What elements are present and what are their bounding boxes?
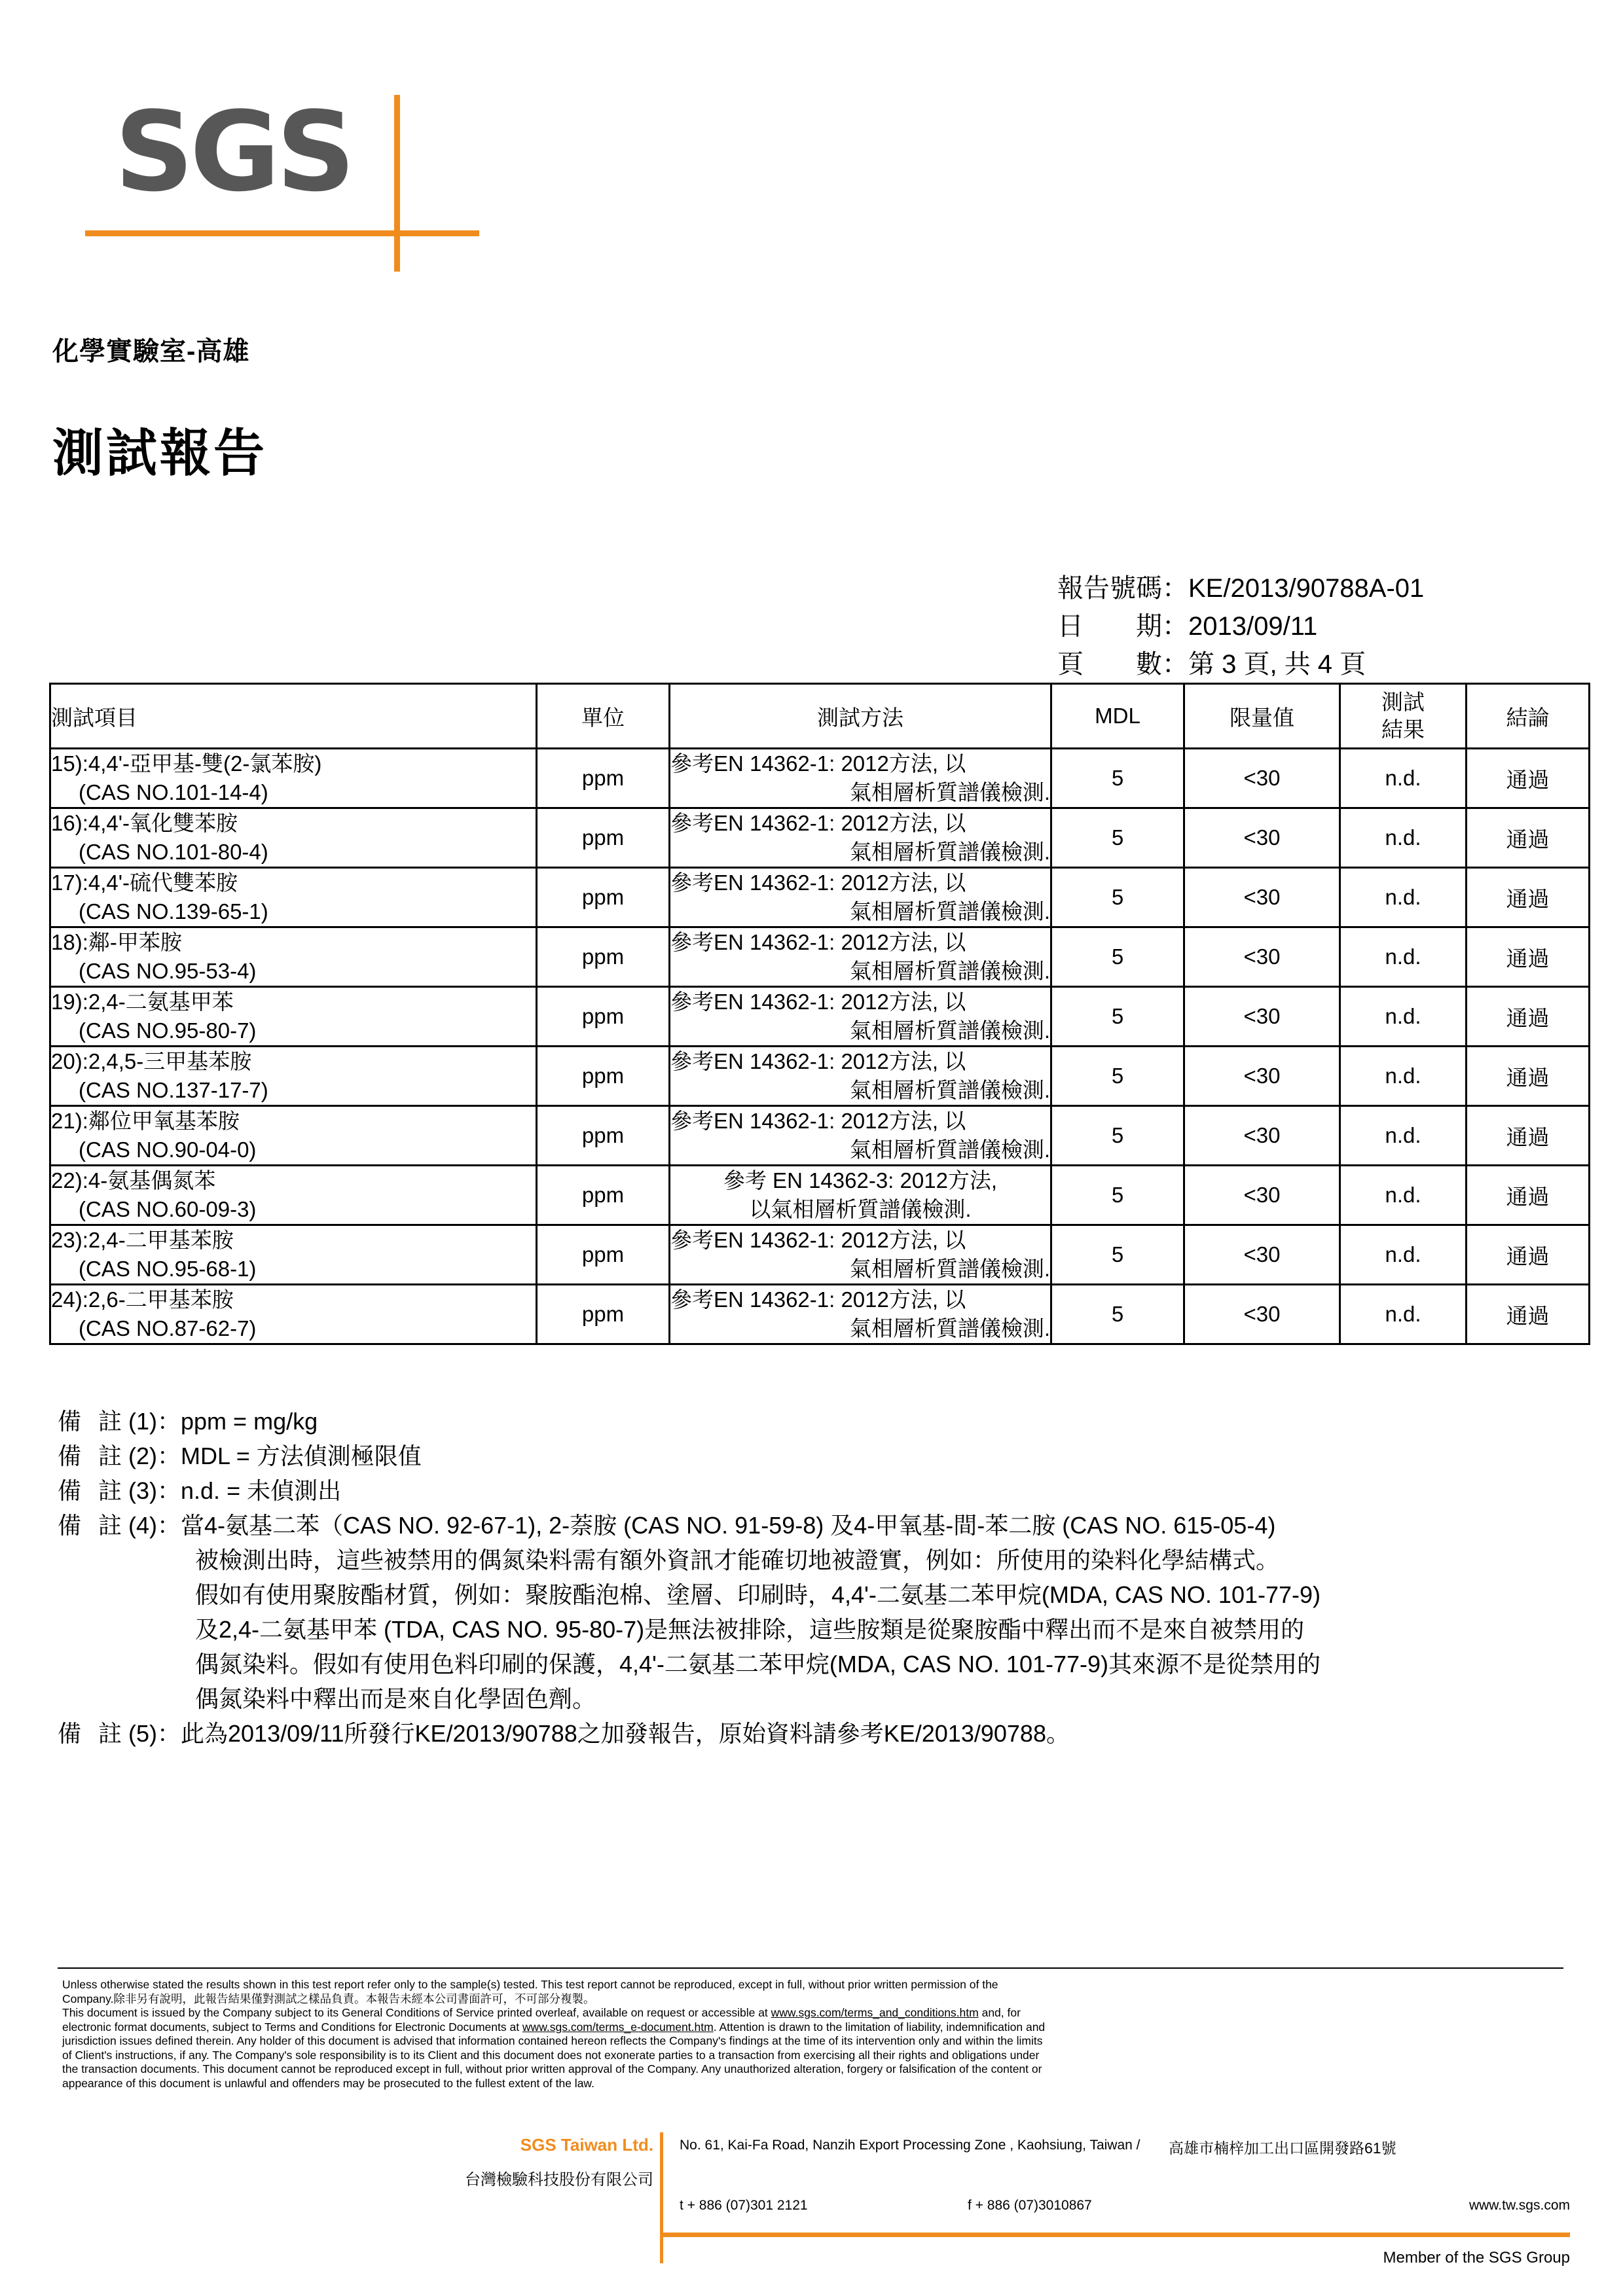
cell-mdl: 5 [1051,987,1184,1047]
cell-conclusion: 通過 [1467,1106,1590,1166]
cell-unit: ppm [537,927,670,987]
cell-conclusion: 通過 [1467,987,1590,1047]
legal-2-a: This document is issued by the Company subject to its General Conditions of Service printed overleaf, available on request or accessible at [62,2006,771,2019]
legal-paragraph-7: appearance of this document is unlawful and offenders may be prosecuted to the fullest extent of the law. [62,2076,594,2090]
cell-limit-value: <30 [1184,1166,1340,1225]
cell-test-result: n.d. [1340,1047,1467,1106]
remark-4-line5: 偶氮染料。假如有使用色料印刷的保護，4,4'-二氨基二苯甲烷(MDA, CAS NO. 101-77-9)其來源不是從禁用的 [195,1651,1321,1677]
remark-prefix-1: 備 [58,1408,99,1435]
footer-contact-block [386,2132,1571,2276]
cell-unit: ppm [537,749,670,808]
report-meta [1057,569,1424,683]
column-header-method: 測試方法 [670,684,1051,749]
table-row [50,1047,1590,1106]
cell-test-result: n.d. [1340,1285,1467,1344]
cell-mdl: 5 [1051,1285,1184,1344]
remark-prefix-5: 備 [58,1720,99,1747]
chemical-name: 16):4,4'-氧化雙苯胺 [51,811,238,835]
column-header-mdl: MDL [1051,684,1184,749]
method-line-2: 氣相層析質譜儀檢測. [849,1078,1050,1102]
cell-conclusion: 通過 [1467,749,1590,808]
cell-conclusion: 通過 [1467,1166,1590,1225]
remark-5-text: 註 (5)：此為2013/09/11所發行KE/2013/90788之加發報告，原始資料請參考KE/2013/90788。 [98,1720,1070,1747]
table-row [50,868,1590,927]
cell-test-item [50,1285,537,1344]
cell-test-item [50,868,537,927]
remark-prefix-3: 備 [58,1477,99,1504]
address-en: No. 61, Kai-Fa Road, Nanzih Export Processing Zone , Kaohsiung, Taiwan / [680,2138,1140,2153]
remark-2 [58,1439,1583,1473]
legal-2-b: and, for [978,2006,1021,2019]
method-line-1: 參考EN 14362-1: 2012方法, 以 [670,990,966,1014]
column-header-result-line2: 結果 [1381,717,1425,742]
logo-horizontal-rule [85,230,479,236]
method-line-2: 氣相層析質譜儀檢測. [849,899,1050,924]
cell-mdl: 5 [1051,1166,1184,1225]
meta-date-label: 日 期 [1057,612,1162,641]
chemical-name: 18):鄰-甲苯胺 [51,930,182,954]
table-row [50,987,1590,1047]
legal-paragraph-1 [62,1978,1568,1992]
e-document-terms-link[interactable]: www.sgs.com/terms_e-document.htm [522,2020,714,2034]
cell-unit: ppm [537,1047,670,1106]
cas-number: (CAS NO.87-62-7) [79,1316,257,1340]
cell-mdl: 5 [1051,808,1184,868]
table-body [50,749,1590,1344]
cell-limit-value: <30 [1184,1285,1340,1344]
member-of-sgs-group: Member of the SGS Group [1383,2249,1570,2267]
column-header-item: 測試項目 [50,684,537,749]
method-line-2: 氣相層析質譜儀檢測. [849,1316,1050,1340]
method-line-1: 參考EN 14362-1: 2012方法, 以 [670,930,966,954]
cell-limit-value: <30 [1184,987,1340,1047]
cell-unit: ppm [537,808,670,868]
table-row [50,1225,1590,1285]
cell-conclusion: 通過 [1467,1285,1590,1344]
legal-1-zh: Company.除非另有說明，此報告結果僅對測試之樣品負責。本報告未經本公司書面許可，不可部分複製。 [62,1992,595,2005]
meta-date-row [1057,607,1424,645]
meta-report-number-label: 報告號碼 [1057,574,1162,603]
legal-paragraph-6: the transaction documents. This document cannot be reproduced except in full, without prior written approval of the Company. Any unauthorized alteration, forgery or falsification of the content or [62,2062,1042,2075]
cell-test-item [50,1106,537,1166]
method-line-1: 參考 EN 14362-3: 2012方法, [723,1168,998,1193]
cell-unit: ppm [537,1285,670,1344]
remark-4-line3: 假如有使用聚胺酯材質，例如：聚胺酯泡棉、塗層、印刷時，4,4'-二氨基二苯甲烷(MDA, CAS NO. 101-77-9) [195,1581,1321,1608]
table-row [50,808,1590,868]
remark-4-line2: 被檢測出時，這些被禁用的偶氮染料需有額外資訊才能確切地被證實，例如：所使用的染料化學結構式。 [195,1547,1280,1573]
cell-test-method [670,868,1051,927]
cell-test-method [670,1106,1051,1166]
legal-paragraph-1b [62,1992,1568,2007]
footer-divider [58,1967,1563,1969]
cas-number: (CAS NO.95-53-4) [79,959,257,983]
cell-limit-value: <30 [1184,1106,1340,1166]
method-line-1: 參考EN 14362-1: 2012方法, 以 [670,1287,966,1312]
meta-separator-2: ： [1162,612,1188,641]
meta-page-label: 頁 數 [1057,650,1162,679]
terms-and-conditions-link[interactable]: www.sgs.com/terms_and_conditions.htm [771,2006,979,2019]
footer-legal-text [62,1978,1568,2090]
remark-1-text: 註 (1)：ppm = mg/kg [98,1408,318,1435]
remark-4-line6: 偶氮染料中釋出而是來自化學固色劑。 [195,1685,596,1712]
laboratory-name: 化學實驗室-高雄 [52,337,250,366]
table-row [50,1285,1590,1344]
cell-test-method [670,987,1051,1047]
cell-test-method [670,808,1051,868]
cell-test-result: n.d. [1340,1225,1467,1285]
chemical-name: 17):4,4'-硫代雙苯胺 [51,870,238,895]
method-line-1: 參考EN 14362-1: 2012方法, 以 [670,1049,966,1073]
cell-test-result: n.d. [1340,927,1467,987]
table-row [50,927,1590,987]
meta-report-number-value: KE/2013/90788A-01 [1188,574,1425,603]
remark-2-text: 註 (2)：MDL = 方法偵測極限值 [98,1443,422,1469]
cell-test-result: n.d. [1340,868,1467,927]
cell-test-method [670,1166,1051,1225]
method-line-1: 參考EN 14362-1: 2012方法, 以 [670,1228,966,1252]
cell-test-item [50,1047,537,1106]
cell-test-method [670,1225,1051,1285]
method-line-1: 參考EN 14362-1: 2012方法, 以 [670,870,966,895]
remark-prefix-2: 備 [58,1443,99,1469]
test-results-table [49,683,1590,1345]
cas-number: (CAS NO.90-04-0) [79,1138,257,1162]
cell-limit-value: <30 [1184,1225,1340,1285]
legal-1-en: Unless otherwise stated the results shown in this test report refer only to the sample(s) tested. This test report cannot be reproduced, except in full, without prior written permission of the [62,1978,998,1991]
cell-unit: ppm [537,1225,670,1285]
meta-page-value: 第 3 頁, 共 4 頁 [1188,650,1366,679]
cell-test-item [50,1166,537,1225]
cell-conclusion: 通過 [1467,1047,1590,1106]
remark-4 [58,1508,1583,1543]
column-header-result [1340,684,1467,749]
cell-limit-value: <30 [1184,1047,1340,1106]
meta-report-number-row [1057,569,1424,607]
chemical-name: 19):2,4-二氨基甲苯 [51,990,234,1014]
legal-paragraph-3 [62,2020,1568,2035]
table-row [50,749,1590,808]
chemical-name: 15):4,4'-亞甲基-雙(2-氯苯胺) [51,751,322,776]
table-row [50,1106,1590,1166]
cell-test-result: n.d. [1340,749,1467,808]
table-header [50,684,1590,749]
cell-test-result: n.d. [1340,1106,1467,1166]
cell-conclusion: 通過 [1467,868,1590,927]
chemical-name: 22):4-氨基偶氮苯 [51,1168,216,1193]
chemical-name: 21):鄰位甲氧基苯胺 [51,1109,240,1133]
cell-unit: ppm [537,868,670,927]
cell-conclusion: 通過 [1467,808,1590,868]
address-zh: 高雄市楠梓加工出口區開發路61號 [1169,2140,1396,2157]
cell-limit-value: <30 [1184,868,1340,927]
cell-unit: ppm [537,1106,670,1166]
remark-3 [58,1473,1583,1508]
method-line-2: 氣相層析質譜儀檢測. [849,1257,1050,1281]
cell-limit-value: <30 [1184,749,1340,808]
company-name-en: SGS Taiwan Ltd. [520,2135,653,2155]
table-header-row [50,684,1590,749]
meta-separator-3: ： [1162,650,1188,679]
column-header-conclusion: 結論 [1467,684,1590,749]
method-line-2: 氣相層析質譜儀檢測. [849,840,1050,864]
cell-test-method [670,1285,1051,1344]
meta-separator-1: ： [1162,574,1188,603]
column-header-unit: 單位 [537,684,670,749]
legal-paragraph-4: jurisdiction issues defined therein. Any holder of this document is advised that information contained hereon reflects the Company's findings at the time of its intervention only and within the limits [62,2034,1043,2047]
cell-mdl: 5 [1051,1106,1184,1166]
method-line-2: 氣相層析質譜儀檢測. [849,959,1050,983]
remark-5 [58,1716,1583,1751]
cas-number: (CAS NO.101-80-4) [79,840,268,864]
cell-mdl: 5 [1051,927,1184,987]
method-line-2: 氣相層析質譜儀檢測. [849,780,1050,804]
meta-date-value: 2013/09/11 [1188,612,1318,641]
legal-3-a: electronic format documents, subject to Terms and Conditions for Electronic Documents at [62,2020,522,2034]
remark-3-text: 註 (3)：n.d. = 未偵測出 [98,1477,342,1504]
cell-test-method [670,1047,1051,1106]
remarks-section [58,1404,1583,1751]
table-row [50,1166,1590,1225]
cell-unit: ppm [537,987,670,1047]
remark-4-line1: 註 (4)：當4-氨基二苯（CAS NO. 92-67-1), 2-萘胺 (CAS NO. 91-59-8) 及4-甲氧基-間-苯二胺 (CAS NO. 615-05-4) [98,1512,1276,1539]
remark-prefix-4: 備 [58,1512,99,1539]
cell-test-method [670,927,1051,987]
cell-test-item [50,987,537,1047]
method-line-1: 參考EN 14362-1: 2012方法, 以 [670,811,966,835]
chemical-name: 23):2,4-二甲基苯胺 [51,1228,234,1252]
contact-vertical-rule [660,2132,663,2263]
method-line-2: 以氣相層析質譜儀檢測. [749,1197,972,1221]
cell-mdl: 5 [1051,1047,1184,1106]
sgs-logo [115,79,481,268]
cell-limit-value: <30 [1184,927,1340,987]
cell-test-item [50,808,537,868]
cell-test-result: n.d. [1340,808,1467,868]
cas-number: (CAS NO.101-14-4) [79,780,268,804]
method-line-1: 參考EN 14362-1: 2012方法, 以 [670,1109,966,1133]
meta-page-row [1057,645,1424,683]
legal-paragraph-5: of Client's instructions, if any. The Company's sole responsibility is to its Client and this document does not exonerate parties to a transaction from exercising all their rights and obligations under [62,2048,1040,2062]
page-title: 測試報告 [52,424,268,482]
fax-number: f + 886 (07)3010867 [968,2198,1092,2213]
column-header-limit: 限量值 [1184,684,1340,749]
cell-conclusion: 通過 [1467,927,1590,987]
cas-number: (CAS NO.95-68-1) [79,1257,257,1281]
logo-wordmark: SGS [115,88,352,216]
cell-test-item [50,927,537,987]
cell-limit-value: <30 [1184,808,1340,868]
cell-mdl: 5 [1051,749,1184,808]
cell-test-method [670,749,1051,808]
column-header-result-line1: 測試 [1381,690,1425,714]
cas-number: (CAS NO.139-65-1) [79,899,268,924]
remark-1 [58,1404,1583,1439]
method-line-1: 參考EN 14362-1: 2012方法, 以 [670,751,966,776]
cell-mdl: 5 [1051,868,1184,927]
cell-unit: ppm [537,1166,670,1225]
contact-horizontal-rule [660,2233,1570,2237]
logo-vertical-rule [394,95,400,272]
telephone: t + 886 (07)301 2121 [680,2198,808,2213]
legal-paragraph-2 [62,2006,1568,2020]
chemical-name: 20):2,4,5-三甲基苯胺 [51,1049,252,1073]
cell-mdl: 5 [1051,1225,1184,1285]
cell-test-result: n.d. [1340,1166,1467,1225]
cell-test-item [50,749,537,808]
legal-3-b: . Attention is drawn to the limitation of liability, indemnification and [713,2020,1046,2034]
website-link[interactable]: www.tw.sgs.com [1468,2198,1570,2213]
method-line-2: 氣相層析質譜儀檢測. [849,1138,1050,1162]
chemical-name: 24):2,6-二甲基苯胺 [51,1287,234,1312]
cell-test-result: n.d. [1340,987,1467,1047]
method-line-2: 氣相層析質譜儀檢測. [849,1018,1050,1043]
remark-4-line4: 及2,4-二氨基甲苯 (TDA, CAS NO. 95-80-7)是無法被排除，這些胺類是從聚胺酯中釋出而不是來自被禁用的 [195,1616,1305,1643]
cas-number: (CAS NO.60-09-3) [79,1197,257,1221]
cas-number: (CAS NO.95-80-7) [79,1018,257,1043]
cas-number: (CAS NO.137-17-7) [79,1078,268,1102]
cell-conclusion: 通過 [1467,1225,1590,1285]
company-name-zh: 台灣檢驗科技股份有限公司 [465,2171,653,2189]
cell-test-item [50,1225,537,1285]
